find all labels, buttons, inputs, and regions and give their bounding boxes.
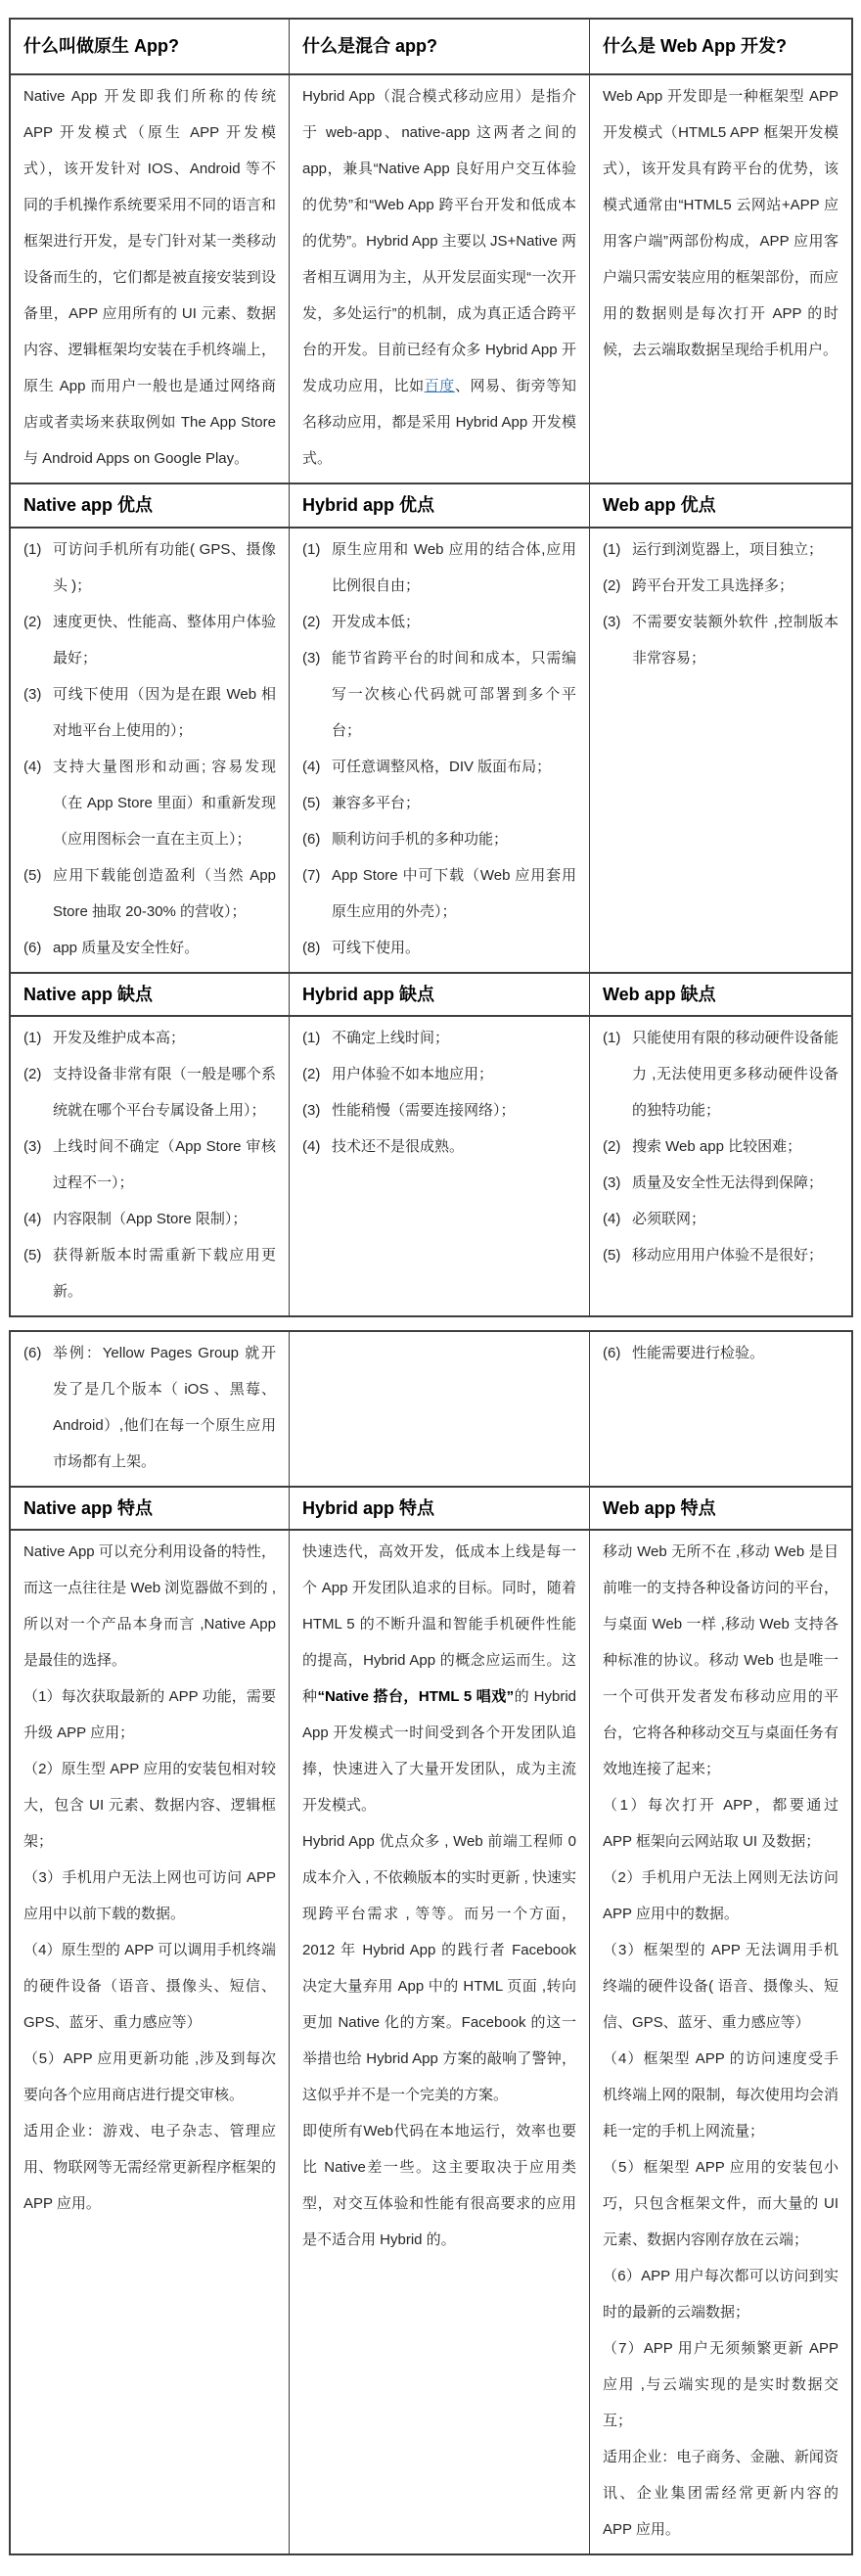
list-item-text: 原生应用和 Web 应用的结合体,应用比例很自由；: [332, 541, 576, 594]
baidu-link[interactable]: 百度: [424, 378, 455, 394]
hybrid-disadvantages-list: [289, 1017, 589, 1315]
list-item: [302, 1128, 576, 1165]
list-item: [23, 1020, 276, 1056]
list-item: [23, 930, 276, 966]
list-item-number: (3): [603, 1174, 621, 1191]
native-app-description: [11, 75, 289, 483]
list-item-number: (3): [23, 1138, 42, 1155]
list-item-number: (8): [302, 940, 321, 956]
list-item: [302, 640, 576, 749]
list-item-text: 只能使用有限的移动硬件设备能力 ,无法使用更多移动硬件设备的独特功能；: [632, 1030, 838, 1119]
list-item: [302, 531, 576, 604]
header-what-is-hybrid-app: 什么是混合 app?: [289, 20, 589, 73]
list-item-number: (1): [23, 541, 42, 558]
extra-items-row: [11, 1332, 851, 1486]
paragraph: Hybrid App 优点众多 , Web 前端工程师 0 成本介入 , 不依赖版本的实时更新 , 快速实现跨平台需求 , 等等。而另一个方面， 2012 年 Hybrid App 的践行者 Facebook 决定大量弃用 App 中的 HTML 页面 ,转向更加 Native 化的方案。Facebook 的这一举措也给 Hybrid App 方案的敲响了警钟，这似乎并不是一个完美的方案。: [302, 1833, 577, 2103]
header-native-features: Native app 特点: [23, 1497, 154, 1518]
paragraph: 移动 Web 无所不在 ,移动 Web 是目前唯一的支持各种设备访问的平台，与桌面 Web 一样 ,移动 Web 支持各种标准的协议。移动 Web 也是唯一一个可供开发者发布移动应用的平台，它将各种移动交互与桌面任务有效地连接了起来；: [603, 1543, 838, 1777]
web-features-text: [589, 1531, 851, 2553]
list-item: [23, 1056, 276, 1128]
header-native-advantages: Native app 优点: [23, 495, 154, 515]
list-item-text: 性能需要进行检验。: [632, 1345, 765, 1361]
list-item-number: (2): [23, 614, 42, 630]
list-item-number: (4): [23, 1211, 42, 1227]
list-item-number: (3): [302, 650, 321, 667]
list-item-number: (2): [603, 1138, 621, 1155]
comparison-table-2: [9, 1330, 853, 2555]
hybrid-feature-bold-slogan: “Native 搭台，HTML 5 唱戏”: [317, 1688, 515, 1705]
paragraph: 即使所有Web代码在本地运行，效率也要比 Native差一些。这主要取决于应用类型，对交互体验和性能有很高要求的应用是不适合用 Hybrid 的。: [302, 2123, 576, 2248]
list-item-text: 能节省跨平台的时间和成本，只需编写一次核心代码就可部署到多个平台；: [332, 650, 576, 739]
list-item-number: (5): [603, 1247, 621, 1264]
list-item-text: 不确定上线时间；: [332, 1030, 450, 1046]
list-item-text: 兼容多平台；: [332, 795, 421, 811]
web-extra-item: [589, 1332, 851, 1486]
list-item-number: (2): [23, 1066, 42, 1082]
header-web-advantages: Web app 优点: [589, 484, 851, 527]
hybrid-advantages-list: [289, 529, 589, 972]
list-item-number: (6): [23, 940, 42, 956]
list-item-number: (1): [302, 1030, 321, 1046]
list-item: [603, 531, 838, 568]
list-item-text: 支持大量图形和动画; 容易发现（在 App Store 里面）和重新发现（应用图标会一直在主页上）；: [53, 759, 276, 848]
paragraph: [302, 1534, 576, 1823]
list-item-text: 开发及维护成本高；: [53, 1030, 186, 1046]
list-item-text: App Store 中可下载（Web 应用套用原生应用的外壳）；: [332, 867, 576, 920]
paragraph: （5）APP 应用更新功能 ,涉及到每次要向各个应用商店进行提交审核。: [23, 2050, 276, 2103]
features-header-row: [11, 1486, 851, 1529]
list-item-number: (4): [302, 759, 321, 775]
list-item-text: 技术还不是很成熟。: [332, 1138, 465, 1155]
list-item: [23, 1128, 276, 1201]
header-what-is-native-app: 什么叫做原生 App?: [23, 36, 179, 56]
list-item-text: 运行到浏览器上，项目独立；: [632, 541, 824, 558]
list-item-text: 上线时间不确定（App Store 审核过程不一）；: [53, 1138, 276, 1191]
web-disadvantages-list: [589, 1017, 851, 1315]
list-item-text: 顺利访问手机的多种功能；: [332, 831, 509, 848]
header-what-is-web-app: 什么是 Web App 开发?: [589, 20, 851, 73]
list-item: [302, 1092, 576, 1128]
list-item-number: (3): [23, 686, 42, 703]
header-hybrid-features: Hybrid app 特点: [289, 1488, 589, 1529]
list-item: [603, 1201, 838, 1237]
paragraph: Native App 开发即我们所称的传统 APP 开发模式（原生 APP 开发模式），该开发针对 IOS、Android 等不同的手机操作系统要采用不同的语言和框架进行开发，是专门针对某一类移动设备而生的，它们都是被直接安装到设备里，APP 应用所有的 UI 元素、数据内容、逻辑框架均安装在手机终端上，原生 App 而用户一般也是通过网络商店或者卖场来获取例如 The App Store 与 Android Apps on Google Play。: [23, 88, 276, 467]
hybrid-feature-text-after-bold: 的 Hybrid App 开发模式一时间受到各个开发团队追捧，快速进入了大量开发团队，成为主流开发模式。: [302, 1688, 576, 1814]
list-item-number: (2): [302, 1066, 321, 1082]
header-hybrid-disadvantages: Hybrid app 缺点: [289, 974, 589, 1015]
advantages-header-row: [11, 483, 851, 527]
list-item: [302, 1020, 576, 1056]
list-item: [23, 1335, 276, 1480]
list-item: [302, 604, 576, 640]
native-disadvantages-list: [11, 1017, 289, 1315]
paragraph: 适用企业：游戏、电子杂志、管理应用、物联网等无需经常更新程序框架的 APP 应用。: [23, 2123, 276, 2212]
list-item-text: 可访问手机所有功能( GPS、摄像头 )；: [53, 541, 276, 594]
list-item: [302, 785, 576, 821]
paragraph: （3）框架型的 APP 无法调用手机终端的硬件设备( 语音、摄像头、短信、GPS、蓝牙、重力感应等）: [603, 1942, 838, 2031]
list-item: [302, 1056, 576, 1092]
paragraph: Native App 可以充分利用设备的特性，而这一点往往是 Web 浏览器做不到的 ,所以对一个产品本身而言 ,Native App 是最佳的选择。: [23, 1543, 276, 1669]
list-item: [302, 749, 576, 785]
hybrid-description-text-after-link: 、网易、街旁等知名移动应用，都是采用 Hybrid App 开发模式。: [302, 378, 576, 467]
hybrid-features-text: [289, 1531, 589, 2553]
list-item: [603, 568, 838, 604]
description-row: [11, 73, 851, 483]
web-advantages-list: [589, 529, 851, 972]
native-advantages-list: [11, 529, 289, 972]
list-item-number: (5): [23, 867, 42, 884]
list-item-number: (3): [603, 614, 621, 630]
list-item-text: 可线下使用。: [332, 940, 421, 956]
list-item-text: 速度更快、性能高、整体用户体验最好；: [53, 614, 276, 667]
header-native-disadvantages: Native app 缺点: [23, 984, 154, 1004]
list-item-text: 用户体验不如本地应用；: [332, 1066, 494, 1082]
paragraph: 适用企业：电子商务、金融、新闻资讯、企业集团需经常更新内容的 APP 应用。: [603, 2449, 838, 2538]
paragraph: （6）APP 用户每次都可以访问到实时的最新的云端数据；: [603, 2268, 838, 2321]
native-extra-item: [11, 1332, 289, 1486]
list-item-text: 不需要安装额外软件 ,控制版本非常容易；: [632, 614, 838, 667]
comparison-table-1: [9, 18, 853, 1317]
list-item: [23, 531, 276, 604]
list-item-text: 内容限制（App Store 限制）；: [53, 1211, 248, 1227]
paragraph: （3）手机用户无法上网也可访问 APP 应用中以前下载的数据。: [23, 1869, 276, 1922]
list-item: [603, 1335, 838, 1371]
list-item: [23, 676, 276, 749]
list-item-text: 可任意调整风格，DIV 版面布局；: [332, 759, 552, 775]
list-item-number: (1): [603, 1030, 621, 1046]
header-web-features: Web app 特点: [589, 1488, 851, 1529]
list-item: [23, 857, 276, 930]
list-item-text: 必须联网；: [632, 1211, 706, 1227]
list-item: [23, 749, 276, 857]
paragraph: （7）APP 用户无须频繁更新 APP 应用 ,与云端实现的是实时数据交互；: [603, 2340, 838, 2429]
list-item: [302, 857, 576, 930]
list-item-number: (7): [302, 867, 321, 884]
list-item-number: (3): [302, 1102, 321, 1119]
list-item-text: app 质量及安全性好。: [53, 940, 200, 956]
list-item: [603, 604, 838, 676]
list-item: [302, 930, 576, 966]
list-item-number: (5): [302, 795, 321, 811]
list-item: [23, 604, 276, 676]
hybrid-description-text: Hybrid App（混合模式移动应用）是指介于 web-app、native-app 这两者之间的 app，兼具“Native App 良好用户交互体验的优势”和“Web App 跨平台开发和低成本的优势”。Hybrid App 主要以 JS+Native 两者相互调用为主，从开发层面实现“一次开发，多处运行”的机制，成为真正适合跨平台的开发。目前已经有众多 Hybrid App 开发成功应用，比如: [302, 88, 576, 394]
list-item-text: 应用下载能创造盈利（当然 App Store 抽取 20-30% 的营收）；: [53, 867, 276, 920]
list-item: [603, 1237, 838, 1273]
header-web-disadvantages: Web app 缺点: [589, 974, 851, 1015]
list-item: [603, 1128, 838, 1165]
list-item-text: 获得新版本时需重新下载应用更新。: [53, 1247, 276, 1300]
paragraph: （4）原生型的 APP 可以调用手机终端的硬件设备（语音、摄像头、短信、GPS、蓝牙、重力感应等）: [23, 1942, 276, 2031]
list-item-text: 可线下使用（因为是在跟 Web 相对地平台上使用的）；: [53, 686, 276, 739]
hybrid-extra-item-empty: [289, 1332, 589, 1486]
web-app-description: [589, 75, 851, 483]
list-item-text: 性能稍慢（需要连接网络）；: [332, 1102, 516, 1119]
list-item-number: (6): [302, 831, 321, 848]
paragraph: （4）框架型 APP 的访问速度受手机终端上网的限制，每次使用均会消耗一定的手机上网流量；: [603, 2050, 838, 2139]
hybrid-feature-text: 快速迭代，高效开发，低成本上线是每一个 App 开发团队追求的目标。同时，随着 HTML 5 的不断升温和智能手机硬件性能的提高，Hybrid App 的概念应运而生。这种: [302, 1543, 576, 1705]
list-item-number: (1): [23, 1030, 42, 1046]
disadvantages-header-row: [11, 972, 851, 1015]
features-row: [11, 1529, 851, 2553]
list-item: [603, 1165, 838, 1201]
paragraph: （5）框架型 APP 应用的安装包小巧，只包含框架文件，而大量的 UI 元素、数据内容刚存放在云端；: [603, 2159, 838, 2248]
list-item-number: (6): [603, 1345, 621, 1361]
hybrid-app-description: [289, 75, 589, 483]
list-item-number: (5): [23, 1247, 42, 1264]
list-item: [603, 1020, 838, 1128]
list-item-number: (4): [23, 759, 42, 775]
paragraph: （1）每次打开 APP，都要通过 APP 框架向云网站取 UI 及数据；: [603, 1797, 838, 1850]
list-item-number: (6): [23, 1345, 42, 1361]
list-item-text: 举例：Yellow Pages Group 就开发了是几个版本（ iOS 、黑莓、Android）,他们在每一个原生应用市场都有上架。: [53, 1345, 276, 1470]
advantages-row: [11, 527, 851, 972]
list-item-text: 搜索 Web app 比较困难；: [632, 1138, 802, 1155]
native-features-text: [11, 1531, 289, 2553]
list-item-number: (1): [603, 541, 621, 558]
list-item: [23, 1201, 276, 1237]
paragraph: [302, 78, 576, 477]
list-item-text: 移动应用用户体验不是很好；: [632, 1247, 824, 1264]
header-hybrid-advantages: Hybrid app 优点: [289, 484, 589, 527]
list-item: [23, 1237, 276, 1310]
paragraph: （2）手机用户无法上网则无法访问 APP 应用中的数据。: [603, 1869, 838, 1922]
list-item-number: (2): [603, 577, 621, 594]
list-item-number: (4): [603, 1211, 621, 1227]
list-item-text: 跨平台开发工具选择多；: [632, 577, 794, 594]
paragraph: （2）原生型 APP 应用的安装包相对较大，包含 UI 元素、数据内容、逻辑框架；: [23, 1761, 276, 1850]
list-item-text: 支持设备非常有限（一般是哪个系统就在哪个平台专属设备上用）；: [53, 1066, 276, 1119]
list-item-number: (2): [302, 614, 321, 630]
paragraph: Web App 开发即是一种框架型 APP 开发模式（HTML5 APP 框架开发模式），该开发具有跨平台的优势，该模式通常由“HTML5 云网站+APP 应用客户端”两部份构成，APP 应用客户端只需安装应用的框架部份，而应用的数据则是每次打开 APP 的时候，去云端取数据呈现给手机用户。: [603, 88, 838, 358]
disadvantages-row: [11, 1015, 851, 1315]
paragraph: （1）每次获取最新的 APP 功能，需要升级 APP 应用；: [23, 1688, 276, 1741]
question-header-row: [11, 20, 851, 73]
list-item-text: 质量及安全性无法得到保障；: [632, 1174, 824, 1191]
list-item: [302, 821, 576, 857]
list-item-number: (1): [302, 541, 321, 558]
list-item-number: (4): [302, 1138, 321, 1155]
list-item-text: 开发成本低；: [332, 614, 421, 630]
